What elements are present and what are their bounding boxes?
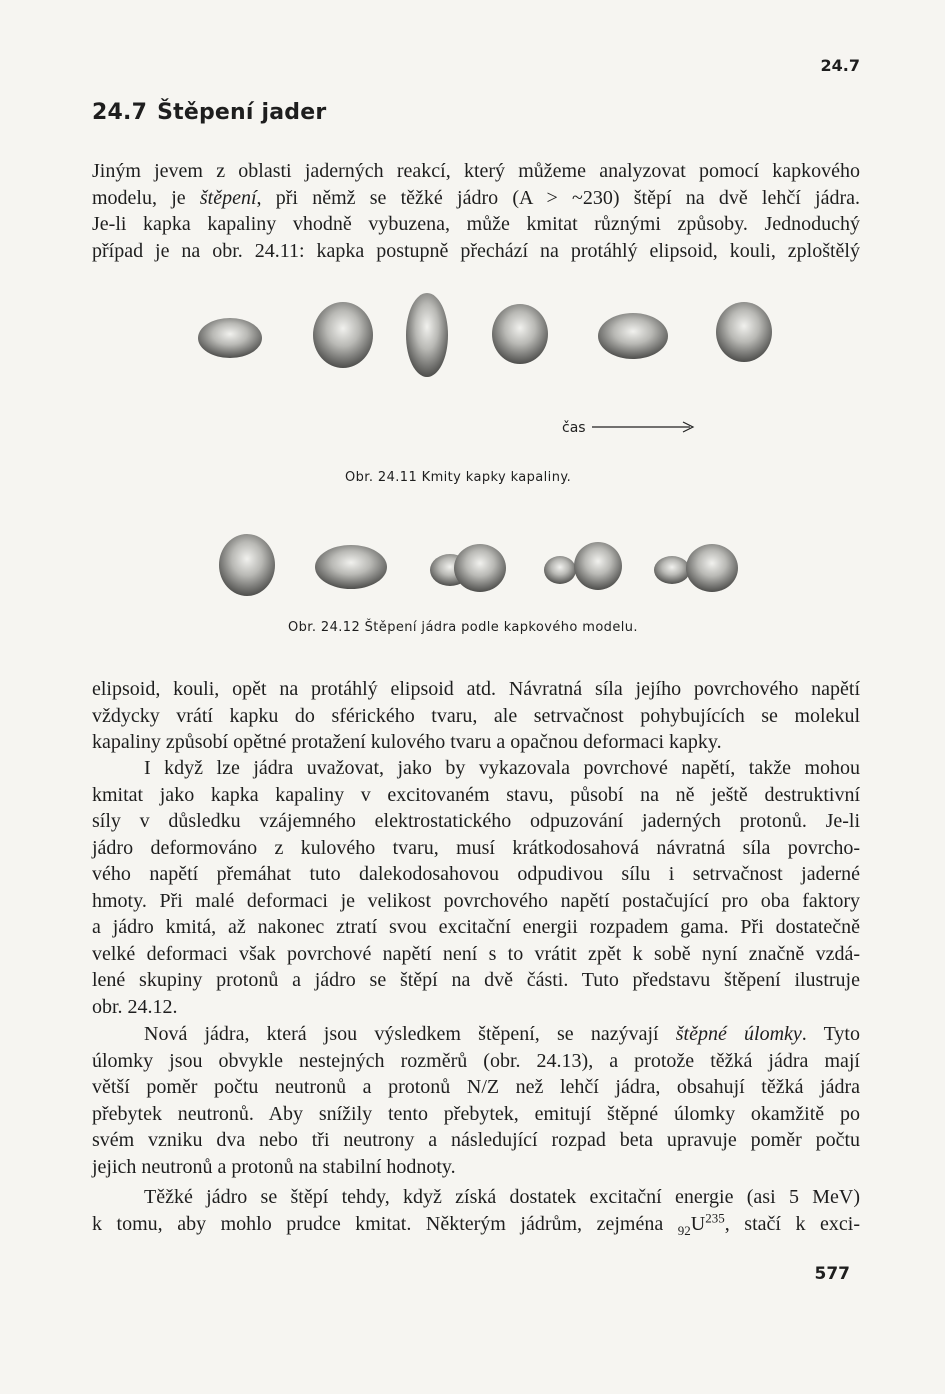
paragraph-4 (92, 1184, 860, 1237)
text-line: síly v důsledku vzájemného elektrostatického odpuzování jaderných protonů. Je-li (92, 810, 860, 832)
figure-24-12-caption: Obr. 24.12 Štěpení jádra podle kapkového modelu. (288, 620, 638, 635)
text-line: jejich neutronů a protonů na stabilní hodnoty. (92, 1155, 456, 1178)
term-stepeni: štěpení (199, 186, 257, 209)
atomic-number: 92 (677, 1222, 691, 1238)
text-line: Těžké jádro se štěpí tehdy, když získá dostatek excitační energie (asi 5 MeV) (144, 1186, 860, 1208)
figure-24-11-caption: Obr. 24.11 Kmity kapky kapaliny. (345, 470, 572, 485)
figure-fission (0, 520, 945, 620)
text-line: vého napětí přemáhat tuto dalekodosahovou odpudivou sílu i setrvačnost jaderné (92, 863, 860, 885)
text-line: velké deformaci však povrchové napětí není s to vrátit zpět k sobě nyní značně vzdá- (92, 942, 860, 965)
text-line: modelu, je štěpení, při němž se těžké jádro (A > ~230) štěpí na dvě lehčí jádra. (92, 186, 860, 209)
text-line: hmoty. Při malé deformaci je velikost povrchového napětí postačující pro oba faktory (92, 889, 860, 912)
text-line: I když lze jádra uvažovat, jako by vykazovala povrchové napětí, takže mohou (144, 757, 860, 779)
paragraph-3 (92, 1021, 860, 1180)
running-head: 24.7 (820, 56, 860, 75)
paragraph-1 (92, 676, 860, 756)
text-line: Je-li kapka kapaliny vhodně vybuzena, může kmitat různými způsoby. Jednoduchý (92, 213, 860, 235)
text-line: Nová jádra, která jsou výsledkem štěpení, se nazývají štěpné úlomky. Tyto (144, 1023, 860, 1045)
section-number: 24.7 (92, 100, 148, 125)
text-line: k tomu, aby mohlo prudce kmitat. Některým jádrům, zejména $_{92}U^{235}$, stačí k exci- (92, 1209, 860, 1238)
term-stepne-ulomky: štěpné úlomky (675, 1023, 802, 1045)
nucleus-neck-right (454, 544, 506, 592)
text-line: obr. 24.12. (92, 995, 178, 1018)
droplet-prolate (198, 318, 262, 358)
nucleus-sphere (219, 534, 275, 596)
text-line: Jiným jevem z oblasti jaderných reakcí, který můžeme analyzovat pomocí kapkového (92, 160, 860, 182)
droplet-prolate (598, 313, 668, 359)
figure-droplet-oscillation (0, 290, 945, 490)
text-line: elipsoid, kouli, opět na protáhlý elipsoid atd. Návratná síla jejího povrchového napětí (92, 678, 860, 700)
element-symbol: U (690, 1212, 706, 1235)
section-title-text: Štěpení jader (157, 100, 327, 125)
fragment-large (686, 544, 738, 592)
paragraph-2 (92, 755, 860, 1020)
section-title (92, 100, 326, 125)
droplet-sphere (313, 302, 373, 368)
text-line: případ je na obr. 24.11: kapka postupně přechází na protáhlý elipsoid, kouli, zploštělý (92, 239, 860, 262)
page-number: 577 (814, 1264, 850, 1284)
text-line: vždycky vrátí kapku do sférického tvaru, ale setrvačnost pohybujících se molekul (92, 704, 860, 727)
droplet-sphere (492, 304, 548, 364)
droplet-sphere (716, 302, 772, 362)
text-line: svém vzniku dva nebo tři neutrony a následující rozpad beta upravuje poměr počtu (92, 1129, 860, 1151)
text-line: úlomky jsou obvykle nestejných rozměrů (obr. 24.13), a protože těžká jádra mají (92, 1049, 860, 1072)
text-line: větší poměr počtu neutronů a protonů N/Z než lehčí jádra, obsahují těžká jádra (92, 1076, 860, 1098)
fragment-small (654, 556, 690, 584)
text-line: kapaliny způsobí opětné protažení kulového tvaru a opačnou deformaci kapky. (92, 731, 722, 753)
mass-number: 235 (705, 1209, 725, 1225)
time-label: čas (562, 420, 586, 436)
intro-paragraph (92, 158, 860, 264)
nucleus-elongated (315, 545, 387, 589)
fragment-small (544, 556, 576, 584)
text-line: a jádro kmitá, až nakonec ztratí svou excitační energii rozpadem gama. Při dostatečně (92, 916, 860, 938)
text-line: lené skupiny protonů a jádro se štěpí na dvě části. Tuto představu štěpení ilustruje (92, 969, 860, 991)
text-line: kmitat jako kapka kapaliny v excitovaném stavu, působí na ně ještě destruktivní (92, 783, 860, 806)
text-line: jádro deformováno z kulového tvaru, musí krátkodosahová návratná síla povrcho- (92, 836, 860, 859)
text-line: přebytek neutronů. Aby snížily tento přebytek, emitují štěpné úlomky okamžitě po (92, 1102, 860, 1125)
fragment-large (574, 542, 622, 590)
droplet-oblate (406, 293, 448, 377)
